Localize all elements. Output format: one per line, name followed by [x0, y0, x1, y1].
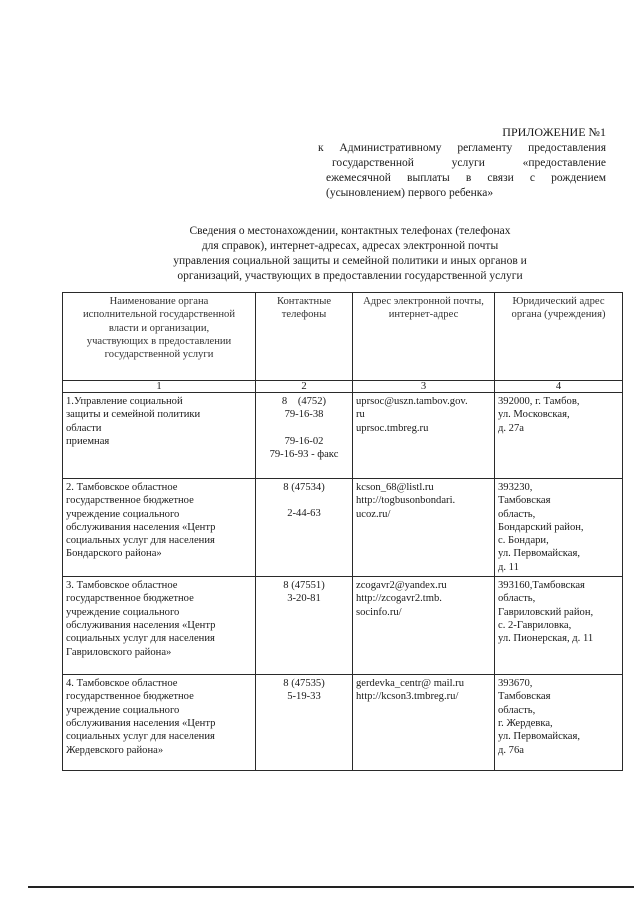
organization-line: государственное бюджетное	[66, 691, 194, 703]
table-row	[63, 577, 623, 675]
phone-line: 3-20-81	[287, 593, 321, 605]
phone-line: 79-16-38	[284, 409, 324, 421]
column-number-row	[63, 381, 623, 393]
organization-line: учреждение социального	[66, 508, 180, 520]
website-link: socinfo.ru/	[356, 606, 402, 618]
phone-line: 8 (47551)	[283, 580, 325, 592]
address-cell	[495, 393, 623, 479]
header-organization: Наименование органа исполнительной государственной власти и организации, участвующих в предоставлении государственной услуги	[63, 293, 256, 381]
organization-cell	[63, 577, 256, 675]
address-line: Тамбовская	[498, 691, 551, 703]
phones-cell	[256, 393, 353, 479]
intro-line: Сведения о местонахождении, контактных телефонах (телефонах	[189, 225, 511, 237]
document-intro	[150, 224, 550, 284]
contacts-table	[62, 292, 623, 771]
column-number: 4	[495, 381, 623, 393]
organization-cell	[63, 675, 256, 771]
address-line: 392000, г. Тамбов,	[498, 396, 580, 407]
organization-line: учреждение социального	[66, 704, 180, 716]
header-phones: Контактные телефоны	[256, 293, 353, 381]
phone-line: 2-44-63	[287, 508, 321, 520]
phone-line: 79-16-02	[284, 435, 324, 447]
address-cell	[495, 675, 623, 771]
email-link: zcogavr2@yandex.ru	[356, 580, 447, 592]
organization-line: Гавриловского района»	[66, 646, 172, 658]
contacts-cell	[353, 577, 495, 675]
address-cell	[495, 577, 623, 675]
address-line: область,	[498, 508, 536, 520]
address-line: 393670,	[498, 678, 533, 690]
table-row	[63, 393, 623, 479]
column-number: 2	[256, 381, 353, 393]
contacts-cell	[353, 479, 495, 577]
header-address: Юридический адрес органа (учреждения)	[495, 293, 623, 381]
organization-line: обслуживания населения «Центр	[66, 619, 216, 631]
scan-edge-line	[28, 886, 634, 888]
table-row	[63, 675, 623, 771]
organization-line: 2. Тамбовское областное	[66, 482, 178, 493]
column-number: 1	[63, 381, 256, 393]
address-line: ул. Московская,	[498, 409, 570, 421]
header-contacts: Адрес электронной почты, интернет-адрес	[353, 293, 495, 381]
phones-cell	[256, 675, 353, 771]
organization-line: социальных услуг для населения	[66, 535, 215, 547]
appendix-title: ПРИЛОЖЕНИЕ №1	[502, 125, 606, 139]
address-line: область,	[498, 704, 536, 716]
organization-line: приемная	[66, 435, 110, 447]
organization-line: Жердевского района»	[66, 744, 164, 756]
address-line: 393160,Тамбовская	[498, 580, 585, 592]
appendix-line: ежемесячной выплаты в связи с рождением	[326, 172, 606, 184]
phones-cell	[256, 479, 353, 577]
address-line: Бондарский район,	[498, 521, 584, 533]
appendix-line: государственной услуги «предоставление	[332, 157, 606, 169]
organization-line: защиты и семейной политики	[66, 409, 201, 421]
appendix-line: (усыновлением) первого ребенка»	[326, 187, 494, 199]
table-header-row	[63, 293, 623, 381]
address-line: д. 76а	[498, 744, 524, 756]
organization-cell	[63, 393, 256, 479]
website-link: http://zcogavr2.tmb.	[356, 593, 442, 605]
address-line: ул. Первомайская,	[498, 548, 581, 560]
contacts-cell	[353, 393, 495, 479]
email-link: ru	[356, 409, 365, 421]
email-link: kcson_68@listl.ru	[356, 482, 434, 493]
address-line: с. Бондари,	[498, 535, 549, 547]
organization-line: области	[66, 422, 102, 434]
organization-line: государственное бюджетное	[66, 495, 194, 507]
appendix-header	[318, 125, 606, 201]
appendix-line: к Административному регламенту предоставления	[318, 142, 606, 154]
intro-line: для справок), интернет-адресах, адресах электронной почты	[201, 240, 499, 252]
contacts-cell	[353, 675, 495, 771]
phone-line: 8 (47534)	[283, 482, 325, 493]
address-line: г. Жердевка,	[498, 717, 553, 729]
organization-line: 1.Управление социальной	[66, 396, 183, 407]
phone-line: 8 (4752)	[281, 396, 327, 407]
website-link: http://kcson3.tmbreg.ru/	[356, 691, 459, 703]
address-line: ул. Пионерская, д. 11	[498, 633, 594, 645]
phone-line: 5-19-33	[287, 691, 321, 703]
table-row	[63, 479, 623, 577]
address-line: д. 11	[498, 561, 519, 573]
website-link: http://togbusonbondari.	[356, 495, 456, 507]
organization-line: 3. Тамбовское областное	[66, 580, 178, 592]
address-line: с. 2-Гавриловка,	[498, 619, 572, 631]
phones-cell	[256, 577, 353, 675]
website-link: ucoz.ru/	[356, 508, 391, 520]
phone-line: 79-16-93 - факс	[269, 448, 339, 460]
email-link: uprsoc@uszn.tambov.gov.	[356, 396, 468, 407]
organization-line: обслуживания населения «Центр	[66, 521, 216, 533]
address-line: 393230,	[498, 482, 533, 493]
email-link: gerdevka_centr@ mail.ru	[356, 678, 464, 690]
organization-cell	[63, 479, 256, 577]
organization-line: Бондарского района»	[66, 548, 162, 560]
organization-line: государственное бюджетное	[66, 593, 194, 605]
organization-line: социальных услуг для населения	[66, 633, 215, 645]
column-number: 3	[353, 381, 495, 393]
organization-line: учреждение социального	[66, 606, 180, 618]
address-line: область,	[498, 593, 536, 605]
address-line: д. 27а	[498, 422, 524, 434]
website-link: uprsoc.tmbreg.ru	[356, 422, 429, 434]
address-line: Тамбовская	[498, 495, 551, 507]
address-cell	[495, 479, 623, 577]
address-line: Гавриловский район,	[498, 606, 594, 618]
organization-line: социальных услуг для населения	[66, 731, 215, 743]
address-line: ул. Первомайская,	[498, 731, 581, 743]
organization-line: 4. Тамбовское областное	[66, 678, 178, 690]
intro-line: организаций, участвующих в предоставлении государственной услуги	[177, 270, 523, 282]
organization-line: обслуживания населения «Центр	[66, 717, 216, 729]
intro-line: управления социальной защиты и семейной политики и иных органов и	[173, 255, 527, 267]
phone-line: 8 (47535)	[283, 678, 325, 690]
